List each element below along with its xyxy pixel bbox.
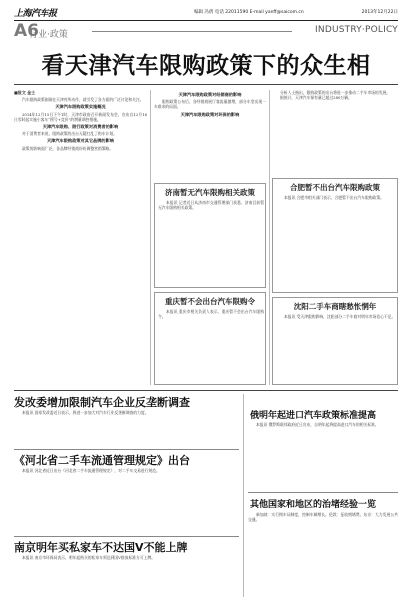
box-text: [158, 200, 264, 286]
paragraph: 本报讯 国家发改委近日表示，将进一步加大对汽车行业反垄断调查的力度。: [22, 410, 149, 415]
subhead: 天津汽车限购、限行政策对消费者的影响: [42, 124, 119, 130]
paragraph: 本报讯 合肥市相关部门表示，合肥暂不出台汽车限购政策。: [284, 195, 384, 200]
news-box-hefei: [272, 178, 398, 293]
paragraph: 本报讯 俄罗斯联邦政府近日宣布，自明年起将提高进口汽车的相关标准。: [256, 422, 379, 427]
article-ndrc: [14, 410, 239, 446]
subhead: 天津汽车限购政策对经销商的影响: [178, 92, 242, 97]
article-rule: [14, 536, 239, 537]
article-title-russia: 俄明年起进口汽车政策标准提高: [250, 411, 377, 421]
section-header: [14, 21, 398, 41]
box-text: [276, 314, 396, 383]
paragraph: 据统计，天津汽车保有量已超过280万辆。: [280, 95, 352, 101]
center-article: [154, 90, 266, 180]
column-divider: [150, 90, 151, 385]
article-rule: [14, 449, 239, 450]
article-title-experience: 其他国家和地区的治堵经验一览: [250, 500, 377, 510]
article-russia: [248, 422, 398, 488]
subhead: 天津汽车限购政策对其它品牌的影响: [46, 138, 114, 144]
paragraph: 本报讯 受天津限购影响，沈阳部分二手车商对明年市场信心不足。: [284, 314, 396, 319]
box-title: 济南暂无汽车限购相关政策: [165, 188, 255, 197]
headline-rule: [14, 84, 398, 85]
news-box-shenyang: [272, 297, 398, 385]
box-title: 重庆暂不会出台汽车限购令: [165, 297, 255, 306]
news-box-chongqing: [154, 292, 266, 385]
box-text: [276, 195, 396, 291]
editor-contact: 编辑 冯倩 电话 22011590 E-mail yanff@saicom.cn: [194, 10, 304, 15]
paragraph: 对于消费者来说，限购政策的出台无疑打乱了购车计划。: [22, 131, 117, 137]
article-title-hebei: 《河北省二手车流通管理规定》出台: [14, 454, 190, 467]
subhead: 天津汽车限购政策对环保的影响: [180, 111, 240, 117]
paragraph: 政策的影响面广泛，各品牌经销商纷纷调整营销策略。: [22, 145, 114, 151]
paragraph: 本报讯 重庆市相关负责人表示，重庆暂不会出台汽车限购令。: [158, 309, 264, 320]
paragraph: 汽车限购政策刚刚在天津有所动作，就引发了各方面的广泛讨论和关注。: [22, 97, 144, 103]
article-nanjing: [14, 555, 239, 597]
page-number: A6: [14, 21, 39, 41]
right-article: [272, 90, 398, 175]
section-rule: [14, 390, 398, 391]
paragraph: 本报讯 记者近日从济南市交通管理部门获悉，济南目前暂无汽车限购相关政策。: [158, 200, 264, 211]
article-rule: [248, 492, 398, 493]
paragraph: 2014年12月15日下午1时，天津市政府召开新闻发布会，宣布自12月16日零时起实施小客车“摇号+竞价”的增量调控措施。: [14, 111, 147, 122]
paragraph: 限购政策公布后，各经销商展厅客流量激增，部分车型出现一车难求的局面。: [154, 99, 266, 110]
box-text: [158, 309, 264, 383]
section-name: 行业·政策: [29, 30, 68, 40]
section-rule: [92, 31, 292, 32]
paragraph: 新加坡：实行拥车证制度，控制车辆增长。伦敦：征收拥堵费。东京：大力发展公共交通。: [248, 512, 398, 523]
article-title-ndrc: 发改委增加限制汽车企业反垄断调查: [14, 396, 190, 409]
main-headline: 看天津汽车限购政策下的众生相: [41, 53, 371, 79]
left-article: [14, 90, 147, 385]
news-box-jinan: [154, 183, 266, 288]
newspaper-logo: 上海汽车报: [14, 9, 57, 19]
box-title: 合肥暂不出台汽车限购政策: [290, 183, 380, 192]
box-title: 沈阳二手车商瞎愁怅惘年: [293, 302, 377, 311]
issue-date: 2013年12月22日: [361, 10, 398, 15]
article-hebei: [14, 468, 239, 533]
masthead: [14, 5, 398, 21]
paragraph: 本报讯 河北省近日出台《河北省二手车流通管理规定》，对二手车交易进行规范。: [22, 468, 160, 473]
section-name-english: INDUSTRY·POLICY: [315, 25, 398, 35]
article-experience: [248, 512, 398, 597]
column-divider: [269, 90, 270, 385]
byline: ■报文 金士: [14, 90, 36, 95]
subhead: 天津汽车限购政策实施概况: [55, 104, 106, 110]
column-divider: [243, 394, 244, 597]
article-title-nanjing: 南京明年买私家车不达国V不能上牌: [14, 541, 188, 554]
paragraph: 分析人士指出，限购政策的出台将进一步推动二手车市场的发展。: [280, 90, 391, 95]
paragraph: 本报讯 南京市环保局表示，明年起购买的私家车须达到国V排放标准方可上牌。: [22, 555, 156, 560]
